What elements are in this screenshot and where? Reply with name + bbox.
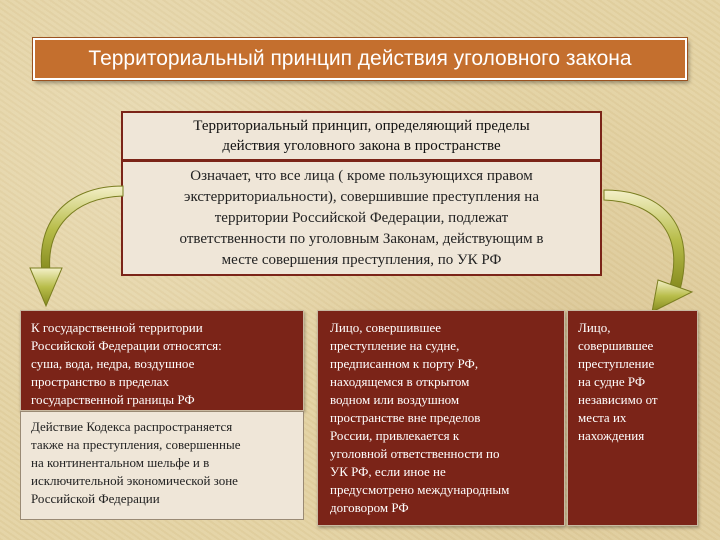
port-ship-line: УК РФ, если иное не	[330, 464, 446, 479]
port-ship-line: договором РФ	[330, 500, 409, 515]
page-title: Территориальный принцип действия уголовного закона	[33, 38, 687, 80]
russian-ship-line: совершившее	[578, 338, 654, 353]
definition-line: месте совершения преступления, по УК РФ	[221, 252, 502, 268]
shelf-zone-box	[20, 411, 304, 520]
port-ship-line: уголовной ответственности по	[330, 446, 500, 461]
territory-line: суша, вода, недра, воздушное	[31, 356, 195, 371]
definition-line: ответственности по уголовным Законам, действующим в	[179, 231, 544, 247]
left-curved-arrow-icon	[28, 180, 138, 320]
territory-line: К государственной территории	[31, 320, 203, 335]
port-ship-line: водном или воздушном	[330, 392, 460, 407]
russian-ship-line: места их	[578, 410, 627, 425]
definition-line: Означает, что все лица ( кроме пользующихся правом	[190, 168, 533, 184]
principle-definition	[121, 159, 602, 276]
port-ship-box	[317, 310, 565, 526]
territory-line: Российской Федерации относятся:	[31, 338, 222, 353]
russian-ship-line: нахождения	[578, 428, 645, 443]
port-ship-line: предписанном к порту РФ,	[330, 356, 479, 371]
shelf-line: Действие Кодекса распространяется	[31, 419, 233, 434]
russian-ship-line: Лицо,	[578, 320, 611, 335]
principle-header	[121, 111, 602, 159]
russian-ship-line: преступление	[578, 356, 655, 371]
russian-ship-line: на судне РФ	[578, 374, 646, 389]
port-ship-line: России, привлекается к	[330, 428, 460, 443]
shelf-line: исключительной экономической зоне	[31, 473, 238, 488]
russian-ship-line: независимо от	[578, 392, 658, 407]
territory-line: пространство в пределах	[31, 374, 169, 389]
definition-line: экстерриториальности), совершившие преступления на	[184, 189, 539, 205]
principle-header-line: Территориальный принцип, определяющий пределы	[193, 118, 530, 134]
shelf-line: также на преступления, совершенные	[31, 437, 241, 452]
port-ship-line: Лицо, совершившее	[330, 320, 441, 335]
port-ship-line: находящемся в открытом	[330, 374, 470, 389]
port-ship-line: пространстве вне пределов	[330, 410, 481, 425]
definition-line: территории Российской Федерации, подлежат	[214, 210, 509, 226]
port-ship-line: предусмотрено международным	[330, 482, 510, 497]
right-curved-arrow-icon	[596, 180, 706, 320]
shelf-line: на континентальном шельфе и в	[31, 455, 210, 470]
port-ship-line: преступление на судне,	[330, 338, 460, 353]
principle-header-line: действия уголовного закона в пространстве	[222, 138, 501, 154]
shelf-line: Российской Федерации	[31, 491, 160, 506]
state-territory-box	[20, 310, 304, 411]
territory-line: государственной границы РФ	[31, 392, 195, 407]
russian-ship-box	[567, 310, 698, 526]
